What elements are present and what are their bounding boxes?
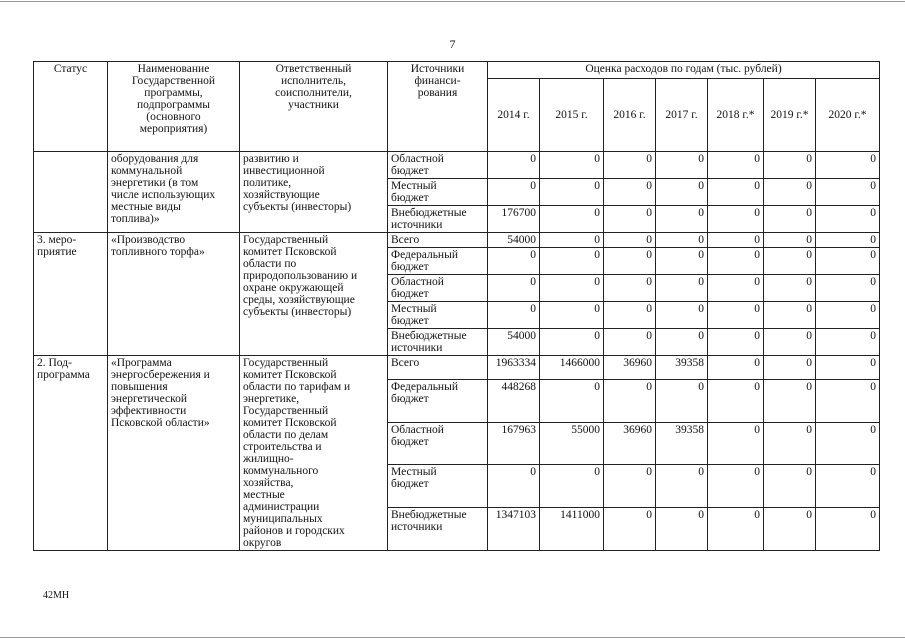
row-funding-source: Всего	[388, 356, 488, 380]
row-amount: 167963	[488, 422, 540, 465]
row-funding-source: Федеральный бюджет	[388, 379, 488, 422]
row-funding-source: Всего	[388, 233, 488, 248]
page-number: 7	[449, 37, 456, 51]
row-amount: 0	[708, 275, 764, 302]
row-funding-source: Внебюджетные источники	[388, 206, 488, 233]
row-amount: 0	[656, 152, 708, 179]
row-amount: 0	[540, 233, 604, 248]
row-amount: 0	[816, 248, 880, 275]
row-status	[34, 152, 108, 233]
row-funding-source: Внебюджетные источники	[388, 508, 488, 551]
row-amount: 0	[656, 329, 708, 356]
row-funding-source: Местный бюджет	[388, 179, 488, 206]
row-amount: 0	[764, 356, 816, 380]
row-amount: 0	[816, 356, 880, 380]
header-status: Статус	[34, 62, 108, 152]
row-amount: 0	[816, 152, 880, 179]
document-code: 42МН	[43, 590, 70, 601]
row-amount: 36960	[604, 422, 656, 465]
row-amount: 1963334	[488, 356, 540, 380]
row-amount: 0	[656, 379, 708, 422]
row-amount: 1411000	[540, 508, 604, 551]
row-amount: 0	[604, 233, 656, 248]
row-amount: 0	[488, 275, 540, 302]
row-amount: 0	[764, 152, 816, 179]
row-amount: 0	[540, 302, 604, 329]
row-amount: 0	[764, 302, 816, 329]
row-amount: 0	[604, 152, 656, 179]
row-executor: Государственный комитет Псковской области по тарифам и энергетике, Государственный комитет Псковской области по делам строительства и жилищно- коммунального хозяйства, местные администрации муниципальных районов и городских округов	[240, 356, 388, 551]
row-amount: 0	[764, 422, 816, 465]
row-amount: 1466000	[540, 356, 604, 380]
row-amount: 0	[656, 233, 708, 248]
row-amount: 0	[656, 508, 708, 551]
row-amount: 0	[764, 233, 816, 248]
table-row	[34, 152, 880, 179]
row-amount: 0	[708, 422, 764, 465]
table-row	[34, 233, 880, 248]
row-amount: 0	[708, 179, 764, 206]
row-amount: 0	[816, 233, 880, 248]
row-amount: 0	[816, 329, 880, 356]
row-amount: 0	[540, 248, 604, 275]
row-amount: 0	[604, 508, 656, 551]
row-funding-source: Областной бюджет	[388, 275, 488, 302]
row-amount: 0	[656, 465, 708, 508]
row-amount: 0	[488, 465, 540, 508]
row-amount: 0	[604, 248, 656, 275]
header-name: Наименование Государственной программы, подпрограммы (основного мероприятия)	[108, 62, 240, 152]
row-amount: 54000	[488, 329, 540, 356]
row-amount: 1347103	[488, 508, 540, 551]
row-funding-source: Областной бюджет	[388, 152, 488, 179]
row-amount: 0	[764, 275, 816, 302]
row-amount: 55000	[540, 422, 604, 465]
row-executor: развитию и инвестиционной политике, хозяйствующие субъекты (инвесторы)	[240, 152, 388, 233]
row-amount: 0	[540, 152, 604, 179]
row-amount: 0	[540, 329, 604, 356]
row-amount: 0	[816, 379, 880, 422]
row-status: 2. Под- программа	[34, 356, 108, 551]
row-amount: 0	[708, 356, 764, 380]
row-amount: 448268	[488, 379, 540, 422]
row-amount: 0	[708, 379, 764, 422]
row-amount: 0	[816, 302, 880, 329]
row-amount: 0	[604, 379, 656, 422]
row-amount: 36960	[604, 356, 656, 380]
row-amount: 0	[656, 275, 708, 302]
header-sources: Источники финанси- рования	[388, 62, 488, 152]
row-amount: 0	[656, 179, 708, 206]
row-funding-source: Местный бюджет	[388, 465, 488, 508]
row-amount: 0	[656, 206, 708, 233]
header-estimate: Оценка расходов по годам (тыс. рублей)	[488, 62, 880, 79]
row-amount: 39358	[656, 356, 708, 380]
row-amount: 0	[656, 248, 708, 275]
header-year: 2016 г.	[604, 79, 656, 152]
row-amount: 0	[708, 206, 764, 233]
row-amount: 0	[488, 248, 540, 275]
row-amount: 0	[764, 465, 816, 508]
row-funding-source: Областной бюджет	[388, 422, 488, 465]
row-amount: 0	[708, 248, 764, 275]
header-year: 2014 г.	[488, 79, 540, 152]
row-amount: 0	[656, 302, 708, 329]
header-year: 2019 г.*	[764, 79, 816, 152]
scan-edge-bottom	[0, 637, 905, 638]
row-amount: 0	[816, 206, 880, 233]
row-amount: 39358	[656, 422, 708, 465]
row-amount: 0	[540, 465, 604, 508]
row-amount: 0	[604, 302, 656, 329]
row-amount: 0	[708, 465, 764, 508]
row-funding-source: Федеральный бюджет	[388, 248, 488, 275]
row-funding-source: Местный бюджет	[388, 302, 488, 329]
row-amount: 0	[816, 179, 880, 206]
expenses-table	[33, 61, 880, 551]
row-amount: 0	[764, 179, 816, 206]
row-amount: 0	[488, 152, 540, 179]
row-amount: 0	[708, 329, 764, 356]
row-funding-source: Внебюджетные источники	[388, 329, 488, 356]
header-year: 2017 г.	[656, 79, 708, 152]
row-amount: 0	[540, 179, 604, 206]
row-executor: Государственный комитет Псковской области по природопользованию и охране окружающей среды, хозяйствующие субъекты (инвесторы)	[240, 233, 388, 356]
row-amount: 0	[816, 465, 880, 508]
row-amount: 0	[604, 206, 656, 233]
row-amount: 0	[708, 302, 764, 329]
row-amount: 0	[540, 275, 604, 302]
row-amount: 0	[764, 206, 816, 233]
row-name: «Программа энергосбережения и повышения энергетической эффективности Псковской области»	[108, 356, 240, 551]
row-amount: 0	[764, 248, 816, 275]
row-amount: 0	[764, 329, 816, 356]
header-executor: Ответственный исполнитель, соисполнители, участники	[240, 62, 388, 152]
header-year: 2015 г.	[540, 79, 604, 152]
row-amount: 0	[708, 233, 764, 248]
header-year: 2018 г.*	[708, 79, 764, 152]
row-amount: 0	[604, 275, 656, 302]
row-amount: 54000	[488, 233, 540, 248]
row-amount: 0	[604, 179, 656, 206]
row-amount: 0	[764, 508, 816, 551]
row-amount: 0	[488, 179, 540, 206]
row-amount: 0	[604, 465, 656, 508]
row-status: 3. меро- приятие	[34, 233, 108, 356]
row-name: оборудования для коммунальной энергетики (в том числе использующих местные виды топлива)»	[108, 152, 240, 233]
row-amount: 0	[708, 508, 764, 551]
row-name: «Производство топливного торфа»	[108, 233, 240, 356]
header-year: 2020 г.*	[816, 79, 880, 152]
row-amount: 0	[764, 379, 816, 422]
scan-edge-top	[0, 1, 905, 2]
row-amount: 0	[540, 206, 604, 233]
row-amount: 0	[540, 379, 604, 422]
row-amount: 0	[816, 422, 880, 465]
row-amount: 0	[816, 508, 880, 551]
row-amount: 176700	[488, 206, 540, 233]
table-row	[34, 356, 880, 380]
row-amount: 0	[488, 302, 540, 329]
row-amount: 0	[708, 152, 764, 179]
row-amount: 0	[816, 275, 880, 302]
row-amount: 0	[604, 329, 656, 356]
